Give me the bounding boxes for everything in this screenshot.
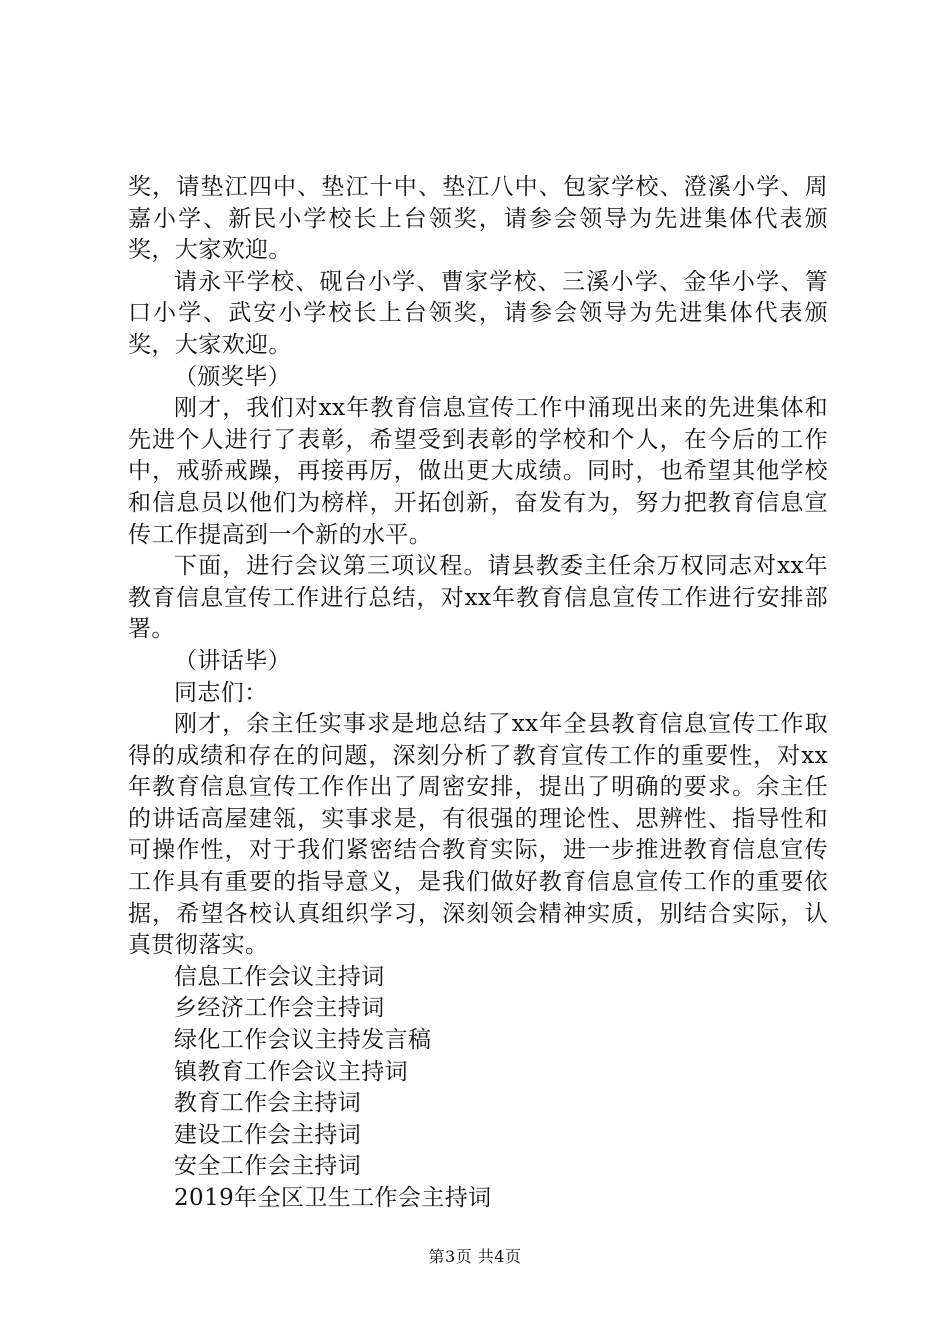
document-body xyxy=(128,172,828,1215)
related-link[interactable]: 建设工作会主持词 xyxy=(174,1121,362,1148)
related-link[interactable]: 教育工作会主持词 xyxy=(174,1090,362,1117)
paragraph-1: 奖，请垫江四中、垫江十中、垫江八中、包家学校、澄溪小学、周嘉小学、新民小学校长上台领奖，请参会领导为先进集体代表颁奖，大家欢迎。 xyxy=(128,174,828,264)
paragraph-2: 请永平学校、砚台小学、曹家学校、三溪小学、金华小学、箐口小学、武安小学校长上台领奖，请参会领导为先进集体代表颁奖，大家欢迎。 xyxy=(128,268,828,358)
paragraph-5: 下面，进行会议第三项议程。请县教委主任余万权同志对xx年教育信息宣传工作进行总结，对xx年教育信息宣传工作进行安排部署。 xyxy=(128,553,828,643)
page-number-footer: 第3页 共4页 xyxy=(428,1247,522,1266)
related-link[interactable]: 信息工作会议主持词 xyxy=(174,963,385,990)
paragraph-3: （颁奖毕） xyxy=(174,363,291,390)
related-link[interactable]: 安全工作会主持词 xyxy=(174,1153,362,1180)
paragraph-6: （讲话毕） xyxy=(174,647,291,674)
related-link[interactable]: 乡经济工作会主持词 xyxy=(174,995,385,1022)
related-link[interactable]: 镇教育工作会议主持词 xyxy=(174,1058,408,1085)
related-link[interactable]: 绿化工作会议主持发言稿 xyxy=(174,1027,432,1054)
related-link[interactable]: 2019年全区卫生工作会主持词 xyxy=(174,1185,492,1211)
paragraph-8: 刚才，余主任实事求是地总结了xx年全县教育信息宣传工作取得的成绩和存在的问题，深刻分析了教育宣传工作的重要性，对xx年教育信息宣传工作作出了周密安排，提出了明确的要求。余主任的讲话高屋建瓴，实事求是，有很强的理论性、思辨性、指导性和可操作性，对于我们紧密结合教育实际，进一步推进教育信息宣传工作具有重要的指导意义，是我们做好教育信息宣传工作的重要依据，希望各校认真组织学习，深刻领会精神实质，别结合实际，认真贯彻落实。 xyxy=(128,711,828,959)
paragraph-4: 刚才，我们对xx年教育信息宣传工作中涌现出来的先进集体和先进个人进行了表彰，希望受到表彰的学校和个人，在今后的工作中，戒骄戒躁，再接再厉，做出更大成绩。同时，也希望其他学校和信息员以他们为榜样，开拓创新，奋发有为，努力把教育信息宣传工作提高到一个新的水平。 xyxy=(128,395,828,548)
paragraph-7: 同志们： xyxy=(174,679,268,706)
related-links-list xyxy=(128,962,828,1215)
